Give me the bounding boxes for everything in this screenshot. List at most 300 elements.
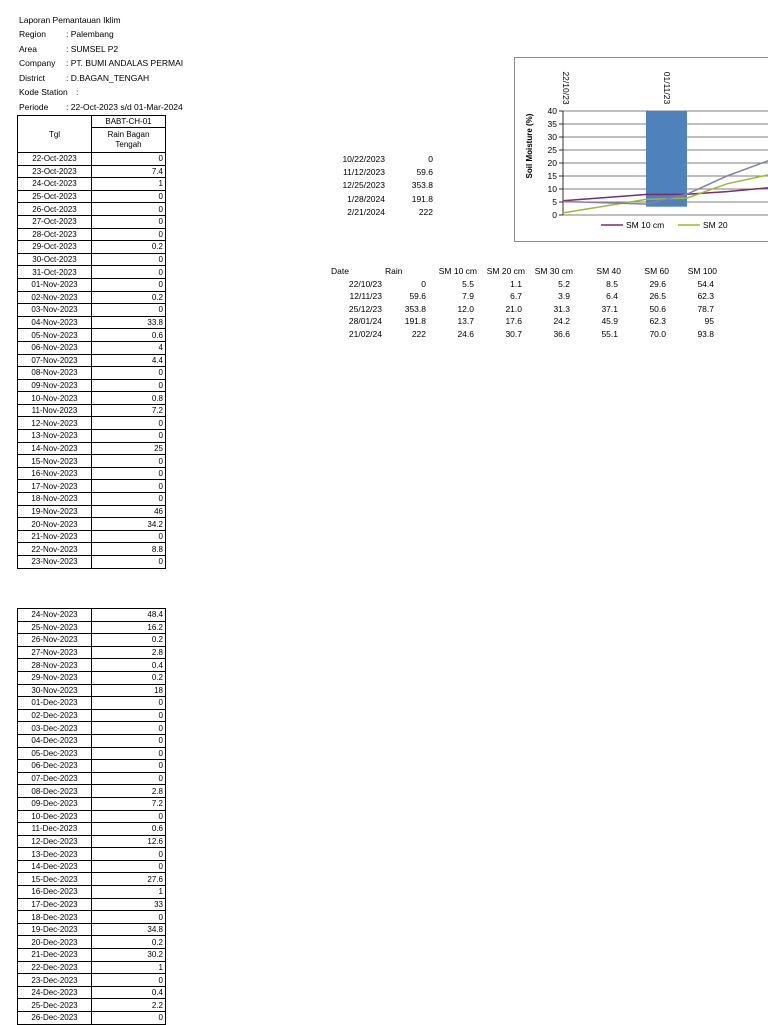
date-cell: 22-Dec-2023 [18,961,92,974]
sm-header-cell: SM 30 cm [534,266,573,276]
header-row [19,57,183,70]
date-cell: 03-Dec-2023 [18,722,92,735]
header-value: : Palembang [66,29,114,39]
sm-cell: 6.4 [606,291,618,301]
sm-cell: 24.6 [457,328,474,339]
date-cell: 03-Nov-2023 [18,304,92,317]
legend-label: SM 10 cm [626,220,665,230]
rain-cell: 33.8 [92,316,166,329]
daily-rain-table [17,115,166,569]
rain-cell: 1 [92,886,166,899]
table-row [18,659,166,672]
sm-cell: 12/11/23 [349,291,382,301]
table-row [18,709,166,722]
date-cell: 16-Dec-2023 [18,886,92,899]
table-row [18,785,166,798]
date-cell: 15-Dec-2023 [18,873,92,886]
table-row [18,505,166,518]
date-cell: 25-Nov-2023 [18,621,92,634]
sm-header-row [331,265,717,278]
rain-cell: 34.8 [92,923,166,936]
rain-cell: 46 [92,505,166,518]
rain-cell: 16.2 [92,621,166,634]
date-cell: 26-Nov-2023 [18,634,92,647]
table-row [18,760,166,773]
date-cell: 19-Dec-2023 [18,923,92,936]
table-row [18,379,166,392]
rain-cell: 0 [92,266,166,279]
date-cell: 05-Nov-2023 [18,329,92,342]
date-cell: 20-Dec-2023 [18,936,92,949]
date-cell: 16-Nov-2023 [18,467,92,480]
table-row [18,329,166,342]
sm-cell: 6.7 [510,291,522,301]
date-cell: 30-Nov-2023 [18,684,92,697]
date-cell: 01-Dec-2023 [18,697,92,710]
date-cell: 09-Dec-2023 [18,797,92,810]
table-row [18,404,166,417]
table-row [18,493,166,506]
summary-row [333,153,433,166]
rain-cell: 1 [92,961,166,974]
y-tick-label: 40 [547,106,557,116]
date-cell: 11-Nov-2023 [18,404,92,417]
sm-cell: 36.6 [553,328,570,339]
sm-cell: 1.1 [510,278,522,289]
table-row [18,911,166,924]
rain-cell: 0 [92,215,166,228]
sm-cell: 28/01/24 [348,316,382,326]
date-cell: 18-Nov-2023 [18,493,92,506]
sm-cell: 22/10/23 [348,278,382,289]
date-cell: 13-Dec-2023 [18,848,92,861]
sm-cell: 21/02/24 [348,328,382,339]
sm-cell: 45.9 [601,316,618,326]
header-value: : 22-Oct-2023 s/d 01-Mar-2024 [66,101,183,112]
rain-cell: 0 [92,379,166,392]
date-cell: 05-Dec-2023 [18,747,92,760]
summary-date: 10/22/2023 [342,154,385,164]
rain-cell: 0 [92,493,166,506]
summary-row [333,179,433,192]
sm-cell: 191.8 [404,316,426,326]
x-tick-label: 01/11/23 [662,71,672,105]
sm-cell: 25/12/23 [348,303,382,314]
date-cell: 28-Oct-2023 [18,228,92,241]
rain-cell: 0.8 [92,392,166,405]
chart-svg [515,58,768,241]
header-label: Area [19,43,37,54]
table-row [18,518,166,531]
date-cell: 02-Dec-2023 [18,709,92,722]
sm-row [331,303,717,316]
table-row [18,253,166,266]
table-row [18,873,166,886]
col-date-header: Tgl [18,116,92,153]
rain-cell: 0 [92,974,166,987]
rain-cell: 0 [92,430,166,443]
rain-cell: 8.8 [92,543,166,556]
table-row [18,621,166,634]
sm-cell: 21.0 [505,303,522,314]
x-tick-label: 22/10/23 [561,71,571,105]
sm-cell: 78.7 [697,303,714,314]
table-row [18,241,166,254]
date-cell: 24-Nov-2023 [18,609,92,622]
date-cell: 29-Nov-2023 [18,671,92,684]
date-cell: 02-Nov-2023 [18,291,92,304]
sm-cell: 26.5 [649,291,666,301]
rain-cell: 0 [92,556,166,569]
date-cell: 14-Nov-2023 [18,442,92,455]
table-row [18,684,166,697]
rain-cell: 0.2 [92,671,166,684]
table-row [18,304,166,317]
table-row [18,153,166,166]
date-cell: 22-Nov-2023 [18,543,92,556]
rain-cell: 0 [92,203,166,216]
summary-row [333,193,433,206]
table-row [18,1012,166,1025]
date-cell: 26-Oct-2023 [18,203,92,216]
table-row [18,923,166,936]
table-row [18,430,166,443]
summary-row [333,166,433,179]
date-cell: 17-Dec-2023 [18,898,92,911]
sm-cell: 70.0 [649,328,666,339]
rain-cell: 0 [92,367,166,380]
date-cell: 24-Dec-2023 [18,986,92,999]
station-code: BABT-CH-01 [92,116,166,128]
sm-row [331,315,717,328]
y-tick-label: 20 [547,158,557,168]
sm-cell: 50.6 [649,303,666,314]
sm-cell: 5.2 [558,278,570,289]
rain-cell: 0 [92,480,166,493]
sm-cell: 30.7 [505,328,522,339]
rain-cell: 1 [92,178,166,191]
rain-cell: 25 [92,442,166,455]
sm-header-cell: SM 20 cm [486,266,525,276]
rain-cell: 0 [92,722,166,735]
date-cell: 04-Nov-2023 [18,316,92,329]
rain-cell: 0.2 [92,634,166,647]
rain-cell: 0 [92,153,166,166]
table-row [18,936,166,949]
table-row [18,734,166,747]
date-cell: 25-Dec-2023 [18,999,92,1012]
sm-header-cell: Rain [385,266,403,276]
rain-cell: 0.4 [92,986,166,999]
table-row [18,367,166,380]
table-row [18,203,166,216]
col-rain-header: Rain Bagan Tengah [92,128,166,153]
date-cell: 07-Dec-2023 [18,772,92,785]
sm-cell: 7.9 [462,291,474,301]
table-row [18,556,166,569]
date-cell: 31-Oct-2023 [18,266,92,279]
rain-cell: 0 [92,228,166,241]
summary-date: 12/25/2023 [342,180,385,191]
header-label: Region [19,29,46,39]
report-title: Laporan Pemantauan Iklim [19,15,121,25]
table-row [18,316,166,329]
sm-cell: 5.5 [462,278,474,289]
soil-moisture-table [331,265,717,340]
date-cell: 27-Nov-2023 [18,646,92,659]
rain-cell: 2.2 [92,999,166,1012]
y-axis-label: Soil Moisture (%) [525,113,534,179]
rain-cell: 0 [92,304,166,317]
header-row [19,28,114,41]
table-row [18,860,166,873]
sm-header-cell: Date [331,266,349,276]
sm-cell: 37.1 [601,303,618,314]
table-row [18,747,166,760]
rain-cell: 4.4 [92,354,166,367]
date-cell: 15-Nov-2023 [18,455,92,468]
table-row [18,609,166,622]
date-cell: 08-Dec-2023 [18,785,92,798]
header-value: : PT. BUMI ANDALAS PERMAI [66,58,184,68]
rain-cell: 0 [92,734,166,747]
table-row [18,986,166,999]
y-tick-label: 35 [547,119,557,129]
table-row [18,228,166,241]
rain-cell: 0 [92,772,166,785]
table-row [18,480,166,493]
table-row [18,898,166,911]
header-row [19,101,183,114]
date-cell: 04-Dec-2023 [18,734,92,747]
table-row [18,543,166,556]
header-label: District [19,72,45,83]
date-cell: 09-Nov-2023 [18,379,92,392]
summary-row [333,206,433,219]
summary-date: 1/28/2024 [347,193,385,204]
sm-cell: 353.8 [404,303,426,314]
y-tick-label: 5 [552,197,557,207]
rain-cell: 0 [92,455,166,468]
table-row [18,215,166,228]
table-row [18,810,166,823]
rain-cell: 0 [92,190,166,203]
sm-header-cell: SM 60 [644,266,669,276]
rain-cell: 0 [92,253,166,266]
date-cell: 19-Nov-2023 [18,505,92,518]
table-row [18,291,166,304]
table-row [18,697,166,710]
header-value: : [76,87,79,97]
table-row [18,266,166,279]
date-cell: 29-Oct-2023 [18,241,92,254]
sm-cell: 13.7 [457,316,474,326]
y-tick-label: 10 [547,184,557,194]
table-row [18,722,166,735]
sm-cell: 8.5 [606,278,618,289]
y-tick-label: 15 [547,171,557,181]
rain-cell: 2.8 [92,646,166,659]
date-cell: 22-Oct-2023 [18,153,92,166]
date-cell: 13-Nov-2023 [18,430,92,443]
sm-cell: 31.3 [553,303,570,314]
table-row [18,442,166,455]
date-cell: 28-Nov-2023 [18,659,92,672]
date-cell: 23-Dec-2023 [18,974,92,987]
date-cell: 10-Dec-2023 [18,810,92,823]
y-tick-label: 0 [552,210,557,220]
rain-cell: 7.4 [92,165,166,178]
sm-row [331,328,717,341]
summary-rain: 59.6 [416,167,433,178]
date-cell: 21-Nov-2023 [18,530,92,543]
table-row [18,646,166,659]
date-cell: 21-Dec-2023 [18,949,92,962]
y-tick-label: 25 [547,145,557,155]
date-cell: 08-Nov-2023 [18,367,92,380]
rain-cell: 0 [92,747,166,760]
header-row [19,72,149,85]
header-value: : SUMSEL P2 [66,43,119,54]
rain-cell: 34.2 [92,518,166,531]
table-row [18,886,166,899]
table-row [18,178,166,191]
rain-cell: 12.6 [92,835,166,848]
date-cell: 30-Oct-2023 [18,253,92,266]
rain-cell: 0.2 [92,936,166,949]
date-cell: 27-Oct-2023 [18,215,92,228]
rain-cell: 7.2 [92,404,166,417]
table-row [18,455,166,468]
rain-cell: 0 [92,911,166,924]
soil-moisture-chart [514,57,768,242]
table-row [18,823,166,836]
date-cell: 06-Nov-2023 [18,341,92,354]
date-cell: 10-Nov-2023 [18,392,92,405]
table-row [18,974,166,987]
rain-cell: 0.4 [92,659,166,672]
table-row [18,341,166,354]
table-row [18,165,166,178]
table-row [18,354,166,367]
rain-cell: 0 [92,860,166,873]
header-row [19,86,78,99]
table-row [18,530,166,543]
header-label: Company [19,58,56,68]
sm-cell: 3.9 [558,291,570,301]
rain-cell: 0.6 [92,329,166,342]
rain-cell: 0 [92,530,166,543]
sm-cell: 93.8 [697,328,714,339]
date-cell: 14-Dec-2023 [18,860,92,873]
date-cell: 01-Nov-2023 [18,278,92,291]
legend-label: SM 20 [703,220,728,230]
date-cell: 23-Nov-2023 [18,556,92,569]
sm-cell: 17.6 [505,316,522,326]
sm-cell: 12.0 [457,303,474,314]
summary-rain: 0 [428,154,433,164]
rain-cell: 33 [92,898,166,911]
rain-cell: 0 [92,467,166,480]
rain-cell: 0 [92,848,166,861]
table-row [18,392,166,405]
sm-cell: 0 [421,278,426,289]
date-cell: 12-Dec-2023 [18,835,92,848]
rain-cell: 0.6 [92,823,166,836]
date-cell: 24-Oct-2023 [18,178,92,191]
table-row [18,190,166,203]
rain-cell: 2.8 [92,785,166,798]
table-row [18,772,166,785]
date-cell: 06-Dec-2023 [18,760,92,773]
sm-row [331,290,717,303]
rain-cell: 48.4 [92,609,166,622]
date-cell: 17-Nov-2023 [18,480,92,493]
rain-cell: 4 [92,341,166,354]
date-cell: 07-Nov-2023 [18,354,92,367]
summary-date: 11/12/2023 [343,167,385,178]
table-row [18,671,166,684]
rain-cell: 0 [92,709,166,722]
rain-summary [333,153,433,219]
rain-cell: 0.2 [92,241,166,254]
sm-header-cell: SM 10 cm [438,266,477,276]
date-cell: 25-Oct-2023 [18,190,92,203]
table-row [18,417,166,430]
daily-rain-table-continued [17,608,166,1025]
table-row [18,467,166,480]
table-row [18,634,166,647]
header-label: Kode Station [19,87,68,97]
date-cell: 23-Oct-2023 [18,165,92,178]
table-row [18,797,166,810]
header-label: Periode [19,101,49,112]
rain-cell: 0 [92,760,166,773]
summary-rain: 353.8 [411,180,433,191]
date-cell: 20-Nov-2023 [18,518,92,531]
summary-date: 2/21/2024 [347,206,385,217]
table-row [18,835,166,848]
summary-rain: 191.8 [411,193,433,204]
header-row [19,43,118,56]
table-row [18,961,166,974]
rain-cell: 18 [92,684,166,697]
date-cell: 18-Dec-2023 [18,911,92,924]
sm-cell: 95 [704,316,714,326]
date-cell: 26-Dec-2023 [18,1012,92,1025]
rain-cell: 0 [92,417,166,430]
rain-bar [646,111,687,207]
sm-header-cell: SM 40 [596,266,621,276]
sm-cell: 59.6 [409,291,426,301]
rain-cell: 0 [92,810,166,823]
sm-row [331,278,717,291]
sm-cell: 62.3 [649,316,666,326]
sm-cell: 29.6 [649,278,666,289]
header-value: : D.BAGAN_TENGAH [66,72,150,83]
rain-cell: 0.2 [92,291,166,304]
summary-rain: 222 [418,206,433,217]
date-cell: 12-Nov-2023 [18,417,92,430]
rain-cell: 30.2 [92,949,166,962]
sm-cell: 24.2 [553,316,570,326]
sm-header-cell: SM 100 [687,266,717,276]
date-cell: 11-Dec-2023 [18,823,92,836]
table-row [18,999,166,1012]
rain-cell: 0 [92,278,166,291]
rain-cell: 7.2 [92,797,166,810]
sm-cell: 222 [411,328,426,339]
